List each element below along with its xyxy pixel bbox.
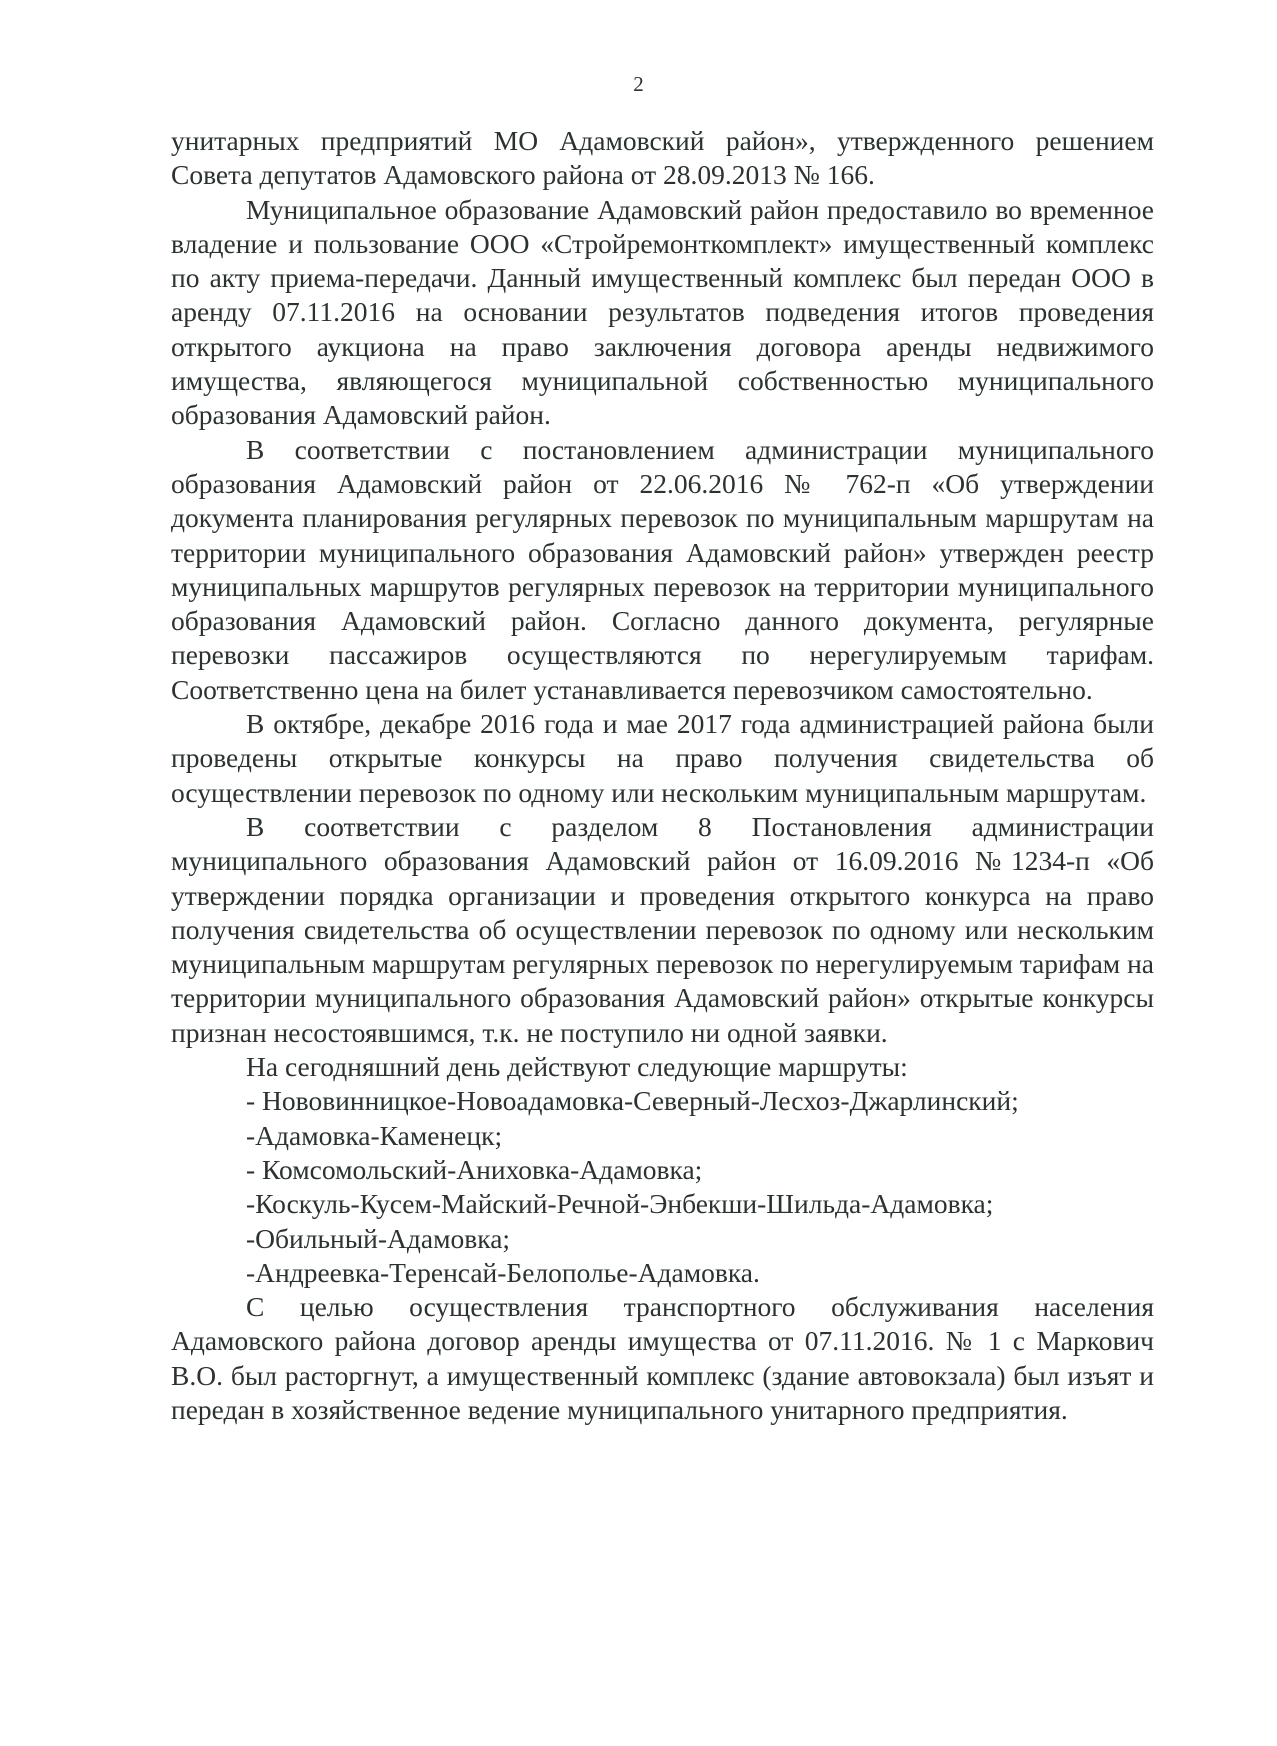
route-item: - Комсомольский-Аниховка-Адамовка; <box>246 1153 703 1185</box>
page-number: 2 <box>633 72 644 96</box>
route-item: -Андреевка-Теренсай-Белополье-Адамовка. <box>246 1256 760 1288</box>
document-body <box>171 124 1154 1427</box>
paragraph-competitions: В октябре, декабре 2016 года и мае 2017 года администрацией района были проведены открытые конкурсы на право получения свидетельства об осуществлении перевозок по одному или нескольким муниципальным маршрутам. <box>171 708 1154 808</box>
route-item: -Коскуль-Кусем-Майский-Речной-Энбекши-Шильда-Адамовка; <box>246 1188 994 1220</box>
paragraph-property-complex: Муниципальное образование Адамовский район предоставило во временное владение и пользование ООО «Стройремонткомплект» имущественный комплекс по акту приема-передачи. Данный имущественный комплекс был передан ООО в аренду 07.11.2016 на основании результатов подведения итогов проведения открытого аукциона на право заключения договора аренды недвижимого имущества, являющегося муниципальной собственностью муниципального образования Адамовский район. <box>171 193 1154 431</box>
paragraph-closing: С целью осуществления транспортного обслуживания населения Адамовского района договор аренды имущества от 07.11.2016. № 1 с Маркович В.О. был расторгнут, а имущественный комплекс (здание автовокзала) был изъят и передан в хозяйственное ведение муниципального унитарного предприятия. <box>171 1291 1154 1425</box>
paragraph-route-registry: В соответствии с постановлением администрации муниципального образования Адамовский район от 22.06.2016 № 762-п «Об утверждении документа планирования регулярных перевозок по муниципальным маршрутам на территории муниципального образования Адамовский район» утвержден реестр муниципальных маршрутов регулярных перевозок на территории муниципального образования Адамовский район. Согласно данного документа, регулярные перевозки пассажиров осуществляются по нерегулируемым тарифам. Соответственно цена на билет устанавливается перевозчиком самостоятельно. <box>171 433 1154 705</box>
route-item: -Адамовка-Каменецк; <box>246 1119 503 1151</box>
paragraph-continuation: унитарных предприятий МО Адамовский район», утвержденного решением Совета депутатов Адамовского района от 28.09.2013 № 166. <box>171 125 1154 191</box>
routes-intro: На сегодняшний день действуют следующие маршруты: <box>246 1051 908 1083</box>
paragraph-competition-failed: В соответствии с разделом 8 Постановления администрации муниципального образования Адамовский район от 16.09.2016 №1234-п «Об утверждении порядка организации и проведения открытого конкурса на право получения свидетельства об осуществлении перевозок по одному или нескольким муниципальным маршрутам регулярных перевозок по нерегулируемым тарифам на территории муниципального образования Адамовский район» открытые конкурсы признан несостоявшимся, т.к. не поступило ни одной заявки. <box>171 810 1154 1048</box>
route-item: -Обильный-Адамовка; <box>246 1222 511 1254</box>
route-item: - Нововинницкое-Новоадамовка-Северный-Лесхоз-Джарлинский; <box>246 1085 1019 1117</box>
